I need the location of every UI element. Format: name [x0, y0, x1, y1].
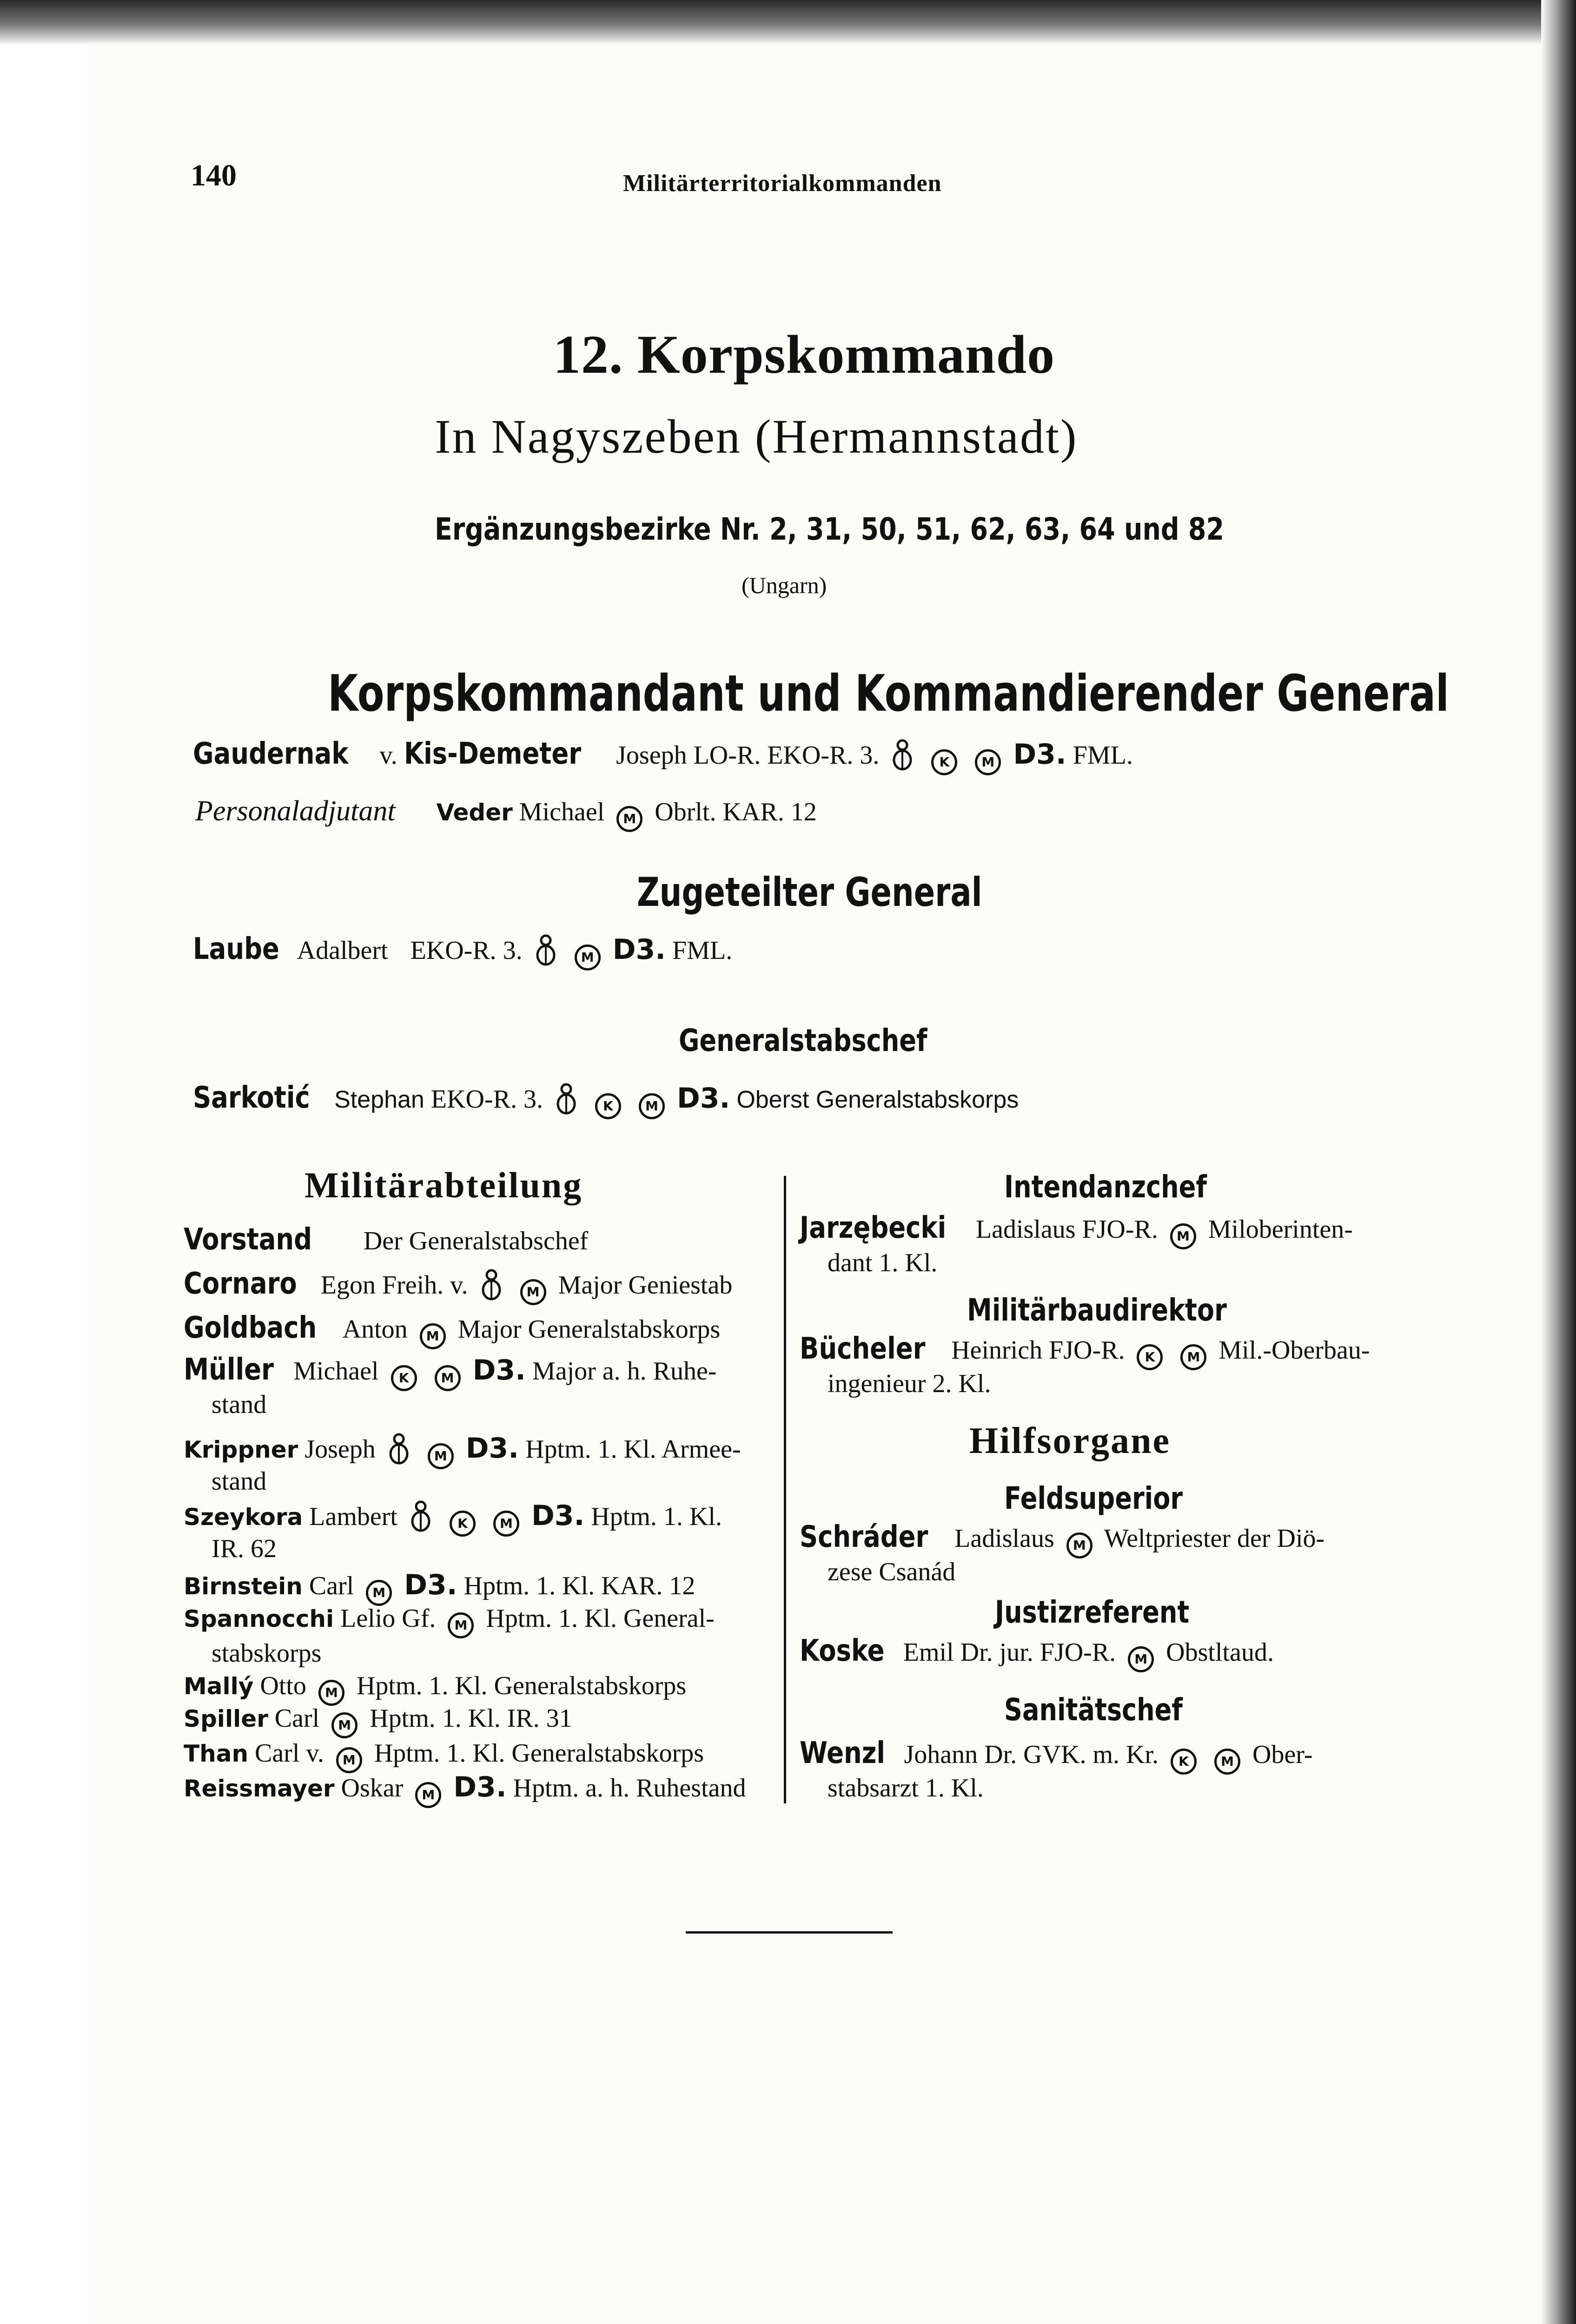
column-divider — [784, 1176, 786, 1803]
entry-goldbach: Goldbach Anton M Major Generalstabskorps — [184, 1311, 720, 1349]
m-decoration-icon: M — [420, 1323, 446, 1349]
entry-name: Spiller — [184, 1705, 268, 1732]
entry-wenzl: Wenzl Johann Dr. GVK. m. Kr. K M Ober- — [800, 1736, 1312, 1775]
entry-buecheler: Bücheler Heinrich FJO-R. K M Mil.-Oberbau- — [800, 1332, 1370, 1370]
order-cross-icon — [479, 1268, 503, 1301]
entry-schrader-cont: zese Csanád — [828, 1558, 956, 1586]
entry-krippner-cont: stand — [212, 1467, 267, 1496]
running-title: Militärterritorialkommanden — [623, 170, 942, 197]
end-rule — [686, 1931, 893, 1934]
k-decoration-icon: K — [931, 749, 957, 775]
section-heading-baudirektor: Militärbaudirektor — [967, 1292, 1227, 1328]
entry-spiller: Spiller Carl M Hptm. 1. Kl. IR. 31 — [184, 1703, 572, 1738]
entry-name: Veder — [436, 799, 513, 826]
entry-vorstand: Vorstand Der Generalstabschef — [184, 1222, 589, 1257]
page-title: 12. Korpskommando — [553, 324, 1055, 385]
entry-szeykora: Szeykora Lambert K M D3. Hptm. 1. Kl. — [184, 1499, 722, 1537]
entry-sarkotic: Sarkotić Stephan EKO-R. 3. K M D3. Oberst Generalstabskorps — [193, 1081, 1019, 1119]
section-heading-intendanzchef: Intendanzchef — [1004, 1169, 1207, 1205]
entry-buecheler-cont: ingenieur 2. Kl. — [828, 1369, 991, 1398]
k-decoration-icon: K — [450, 1511, 476, 1537]
entry-jarzebecki-cont: dant 1. Kl. — [828, 1248, 938, 1277]
entry-name: Mallý — [184, 1673, 254, 1700]
order-cross-icon — [409, 1499, 433, 1532]
entry-name: Wenzl — [800, 1736, 885, 1770]
entry-laube: Laube Adalbert EKO-R. 3. M D3. FML. — [193, 932, 732, 971]
scan-edge-right — [1541, 0, 1576, 2324]
entry-name: Sarkotić — [193, 1081, 310, 1115]
entry-personaladjutant: Personaladjutant Veder Michael M Obrlt. KAR. 12 — [195, 795, 817, 832]
entry-name: Szeykora — [184, 1504, 303, 1531]
entry-birnstein: Birnstein Carl M D3. Hptm. 1. Kl. KAR. 12 — [184, 1569, 695, 1606]
entry-mally: Mallý Otto M Hptm. 1. Kl. Generalstabskorps — [184, 1671, 686, 1706]
entry-koske: Koske Emil Dr. jur. FJO-R. M Obstltaud. — [800, 1634, 1274, 1672]
entry-name: Birnstein — [184, 1573, 303, 1600]
m-decoration-icon: M — [331, 1712, 358, 1738]
m-decoration-icon: M — [639, 1093, 665, 1119]
entry-gaudernak: Gaudernak v. Kis-Demeter Joseph LO-R. EKO-R. 3. K M D3. FML. — [193, 737, 1133, 775]
entry-than: Than Carl v. M Hptm. 1. Kl. Generalstabskorps — [184, 1738, 704, 1773]
entry-reissmayer: Reissmayer Oskar M D3. Hptm. a. h. Ruhestand — [184, 1771, 746, 1808]
k-decoration-icon: K — [595, 1093, 621, 1119]
m-decoration-icon: M — [1066, 1532, 1093, 1558]
section-heading-zugeteilt: Zugeteilter General — [637, 869, 982, 916]
entry-name: Kis-Demeter — [404, 737, 581, 771]
entry-krippner: Krippner Joseph M D3. Hptm. 1. Kl. Armee- — [184, 1432, 741, 1469]
order-cross-icon — [534, 933, 558, 966]
m-decoration-icon: M — [575, 944, 601, 971]
m-decoration-icon: M — [616, 806, 642, 832]
m-decoration-icon: M — [493, 1511, 519, 1537]
entry-spannocchi-cont: stabskorps — [212, 1639, 322, 1668]
m-decoration-icon: M — [366, 1580, 392, 1606]
entry-szeykora-cont: IR. 62 — [212, 1534, 277, 1563]
m-decoration-icon: M — [1180, 1344, 1206, 1370]
entry-schrader: Schráder Ladislaus M Weltpriester der Diö- — [800, 1520, 1324, 1558]
order-cross-icon — [554, 1082, 578, 1115]
page-number: 140 — [191, 158, 237, 192]
m-decoration-icon: M — [1170, 1223, 1196, 1249]
entry-name: Koske — [800, 1634, 885, 1668]
section-heading-hilfsorgane: Hilfsorgane — [969, 1420, 1171, 1461]
entry-cornaro: Cornaro Egon Freih. v. M Major Geniestab — [184, 1267, 732, 1305]
entry-spannocchi: Spannocchi Lelio Gf. M Hptm. 1. Kl. General- — [184, 1604, 715, 1638]
m-decoration-icon: M — [428, 1443, 454, 1469]
entry-name: Bücheler — [800, 1332, 926, 1366]
m-decoration-icon: M — [520, 1279, 546, 1305]
entry-name: Than — [184, 1740, 249, 1767]
scan-edge-top — [0, 0, 1576, 44]
entry-jarzebecki: Jarzębecki Ladislaus FJO-R. M Miloberinten- — [800, 1211, 1353, 1249]
bezirke-line: Ergänzungsbezirke Nr. 2, 31, 50, 51, 62, 63, 64 und 82 — [435, 511, 1225, 547]
k-decoration-icon: K — [1171, 1749, 1197, 1775]
k-decoration-icon: K — [1137, 1344, 1163, 1370]
m-decoration-icon: M — [975, 749, 1001, 775]
entry-name: Schráder — [800, 1520, 928, 1554]
m-decoration-icon: M — [448, 1612, 474, 1638]
entry-name: Jarzębecki — [800, 1211, 947, 1245]
section-heading-militaerabteilung: Militärabteilung — [305, 1165, 583, 1205]
entry-name: Laube — [193, 932, 279, 966]
location-subtitle: In Nagyszeben (Hermannstadt) — [435, 410, 1078, 463]
section-heading-sanitaetschef: Sanitätschef — [1004, 1692, 1183, 1728]
region-label: (Ungarn) — [742, 572, 827, 598]
k-decoration-icon: K — [391, 1365, 417, 1391]
entry-name: Müller — [184, 1353, 274, 1387]
section-heading-stabschef: Generalstabschef — [679, 1023, 927, 1058]
order-cross-icon — [387, 1432, 411, 1465]
entry-wenzl-cont: stabsarzt 1. Kl. — [828, 1774, 984, 1802]
entry-name: Gaudernak — [193, 737, 349, 771]
section-heading-kommandant: Korpskommandant und Kommandierender General — [328, 665, 1449, 723]
m-decoration-icon: M — [1214, 1749, 1240, 1775]
m-decoration-icon: M — [415, 1782, 441, 1808]
section-heading-feldsuperior: Feldsuperior — [1004, 1480, 1183, 1516]
entry-mueller: Müller Michael K M D3. Major a. h. Ruhe- — [184, 1353, 717, 1391]
m-decoration-icon: M — [336, 1747, 362, 1773]
m-decoration-icon: M — [1128, 1646, 1154, 1672]
adjutant-label: Personaladjutant — [195, 795, 396, 827]
m-decoration-icon: M — [318, 1680, 344, 1706]
order-cross-icon — [890, 738, 914, 771]
entry-name: Spannocchi — [184, 1605, 334, 1632]
entry-name: Krippner — [184, 1436, 298, 1463]
entry-mueller-cont: stand — [212, 1390, 267, 1419]
entry-name: Goldbach — [184, 1311, 317, 1345]
entry-name: Reissmayer — [184, 1775, 335, 1802]
m-decoration-icon: M — [435, 1365, 461, 1391]
section-heading-justizreferent: Justizreferent — [995, 1594, 1190, 1630]
entry-name: Vorstand — [184, 1222, 312, 1257]
scan-margin-left — [0, 0, 88, 2324]
entry-name: Cornaro — [184, 1267, 297, 1301]
